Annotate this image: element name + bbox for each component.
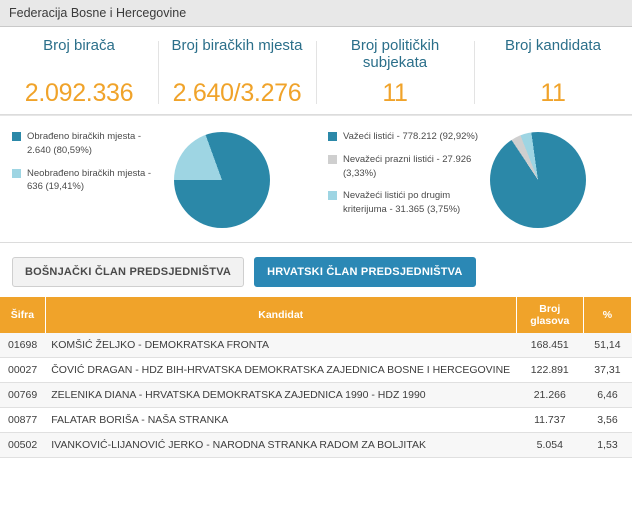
stat-label: Broj biračkih mjesta: [171, 37, 303, 54]
legend-item: [328, 130, 478, 144]
cell-kandidat: KOMŠIĆ ŽELJKO - DEMOKRATSKA FRONTA: [45, 333, 516, 358]
results-table-head: [0, 297, 632, 333]
legend-swatch-icon: [328, 191, 337, 200]
cell-sifra: 00502: [0, 433, 45, 458]
chart-legend: [316, 126, 478, 226]
obradjena-biracka-mjesta-chart: [0, 126, 316, 228]
page-title: Federacija Bosne i Hercegovine: [9, 6, 187, 20]
cell-procenat: 6,46: [583, 383, 631, 408]
cell-sifra: 01698: [0, 333, 45, 358]
table-row[interactable]: [0, 408, 632, 433]
cell-kandidat: IVANKOVIĆ-LIJANOVIĆ JERKO - NARODNA STRANKA RADOM ZA BOLJITAK: [45, 433, 516, 458]
stat-value: 2.640/3.276: [172, 79, 302, 107]
cell-procenat: 51,14: [583, 333, 631, 358]
legend-swatch-icon: [12, 169, 21, 178]
stat-label: Broj birača: [43, 37, 115, 54]
col-kandidat[interactable]: Kandidat: [45, 297, 516, 333]
stat-broj-biraca: [0, 37, 158, 108]
legend-item: [12, 130, 162, 158]
stat-broj-birackih-mjesta: [158, 37, 316, 108]
cell-kandidat: ČOVIĆ DRAGAN - HDZ BIH-HRVATSKA DEMOKRATSKA ZAJEDNICA BOSNE I HERCEGOVINE: [45, 358, 516, 383]
tab-hrvatski-clan[interactable]: HRVATSKI ČLAN PREDSJEDNIŠTVA: [254, 257, 475, 287]
legend-swatch-icon: [328, 155, 337, 164]
legend-label: Važeći listići - 778.212 (92,92%): [343, 131, 478, 142]
vazeci-listici-chart: [316, 126, 632, 228]
cell-glasova: 168.451: [516, 333, 583, 358]
pie-chart-wrap: [162, 126, 282, 228]
stat-label: Broj političkih subjekata: [350, 37, 440, 72]
col-procenat[interactable]: %: [583, 297, 631, 333]
chart-legend: [0, 126, 162, 203]
legend-item: [12, 167, 162, 195]
cell-glasova: 122.891: [516, 358, 583, 383]
cell-procenat: 37,31: [583, 358, 631, 383]
table-row[interactable]: [0, 433, 632, 458]
legend-label: Obrađeno biračkih mjesta - 2.640 (80,59%): [27, 131, 142, 156]
cell-glasova: 21.266: [516, 383, 583, 408]
legend-label: Neobrađeno biračkih mjesta - 636 (19,41%): [27, 167, 152, 193]
cell-sifra: 00027: [0, 358, 45, 383]
cell-glasova: 5.054: [516, 433, 583, 458]
legend-label: Nevažeći prazni listići - 27.926 (3,33%): [343, 153, 472, 179]
cell-kandidat: ZELENIKA DIANA - HRVATSKA DEMOKRATSKA ZAJEDNICA 1990 - HDZ 1990: [45, 383, 516, 408]
charts-panel: [0, 115, 632, 243]
cell-procenat: 1,53: [583, 433, 631, 458]
pie-chart-processed-stations: [174, 132, 270, 228]
results-table-body: [0, 333, 632, 458]
stats-row: [0, 27, 632, 114]
tab-bosnjacki-clan[interactable]: BOŠNJAČKI ČLAN PREDSJEDNIŠTVA: [12, 257, 244, 287]
col-sifra[interactable]: Šifra: [0, 297, 45, 333]
pie-chart-wrap: [478, 126, 598, 228]
cell-sifra: 00769: [0, 383, 45, 408]
stat-value: 11: [540, 79, 566, 107]
stat-broj-politickih-subjekata: [316, 37, 474, 108]
table-row[interactable]: [0, 333, 632, 358]
table-row[interactable]: [0, 358, 632, 383]
stat-value: 2.092.336: [24, 79, 134, 107]
legend-item: [328, 153, 478, 181]
cell-procenat: 3,56: [583, 408, 631, 433]
pie-chart-valid-ballots: [490, 132, 586, 228]
cell-glasova: 11.737: [516, 408, 583, 433]
legend-swatch-icon: [12, 132, 21, 141]
table-row[interactable]: [0, 383, 632, 408]
stat-label: Broj kandidata: [505, 37, 601, 54]
legend-swatch-icon: [328, 132, 337, 141]
table-header-row: [0, 297, 632, 333]
stat-value: 11: [382, 79, 408, 107]
cell-sifra: 00877: [0, 408, 45, 433]
results-table: [0, 297, 632, 458]
cell-kandidat: FALATAR BORIŠA - NAŠA STRANKA: [45, 408, 516, 433]
stat-broj-kandidata: [474, 37, 632, 108]
legend-label: Nevažeći listići po drugim kriterijuma - 31.365 (3,75%): [343, 190, 461, 216]
page-header: [0, 0, 632, 27]
tabs-row: [0, 243, 632, 297]
col-broj-glasova[interactable]: Broj glasova: [516, 297, 583, 333]
summary-stats-panel: [0, 27, 632, 115]
legend-item: [328, 189, 478, 217]
